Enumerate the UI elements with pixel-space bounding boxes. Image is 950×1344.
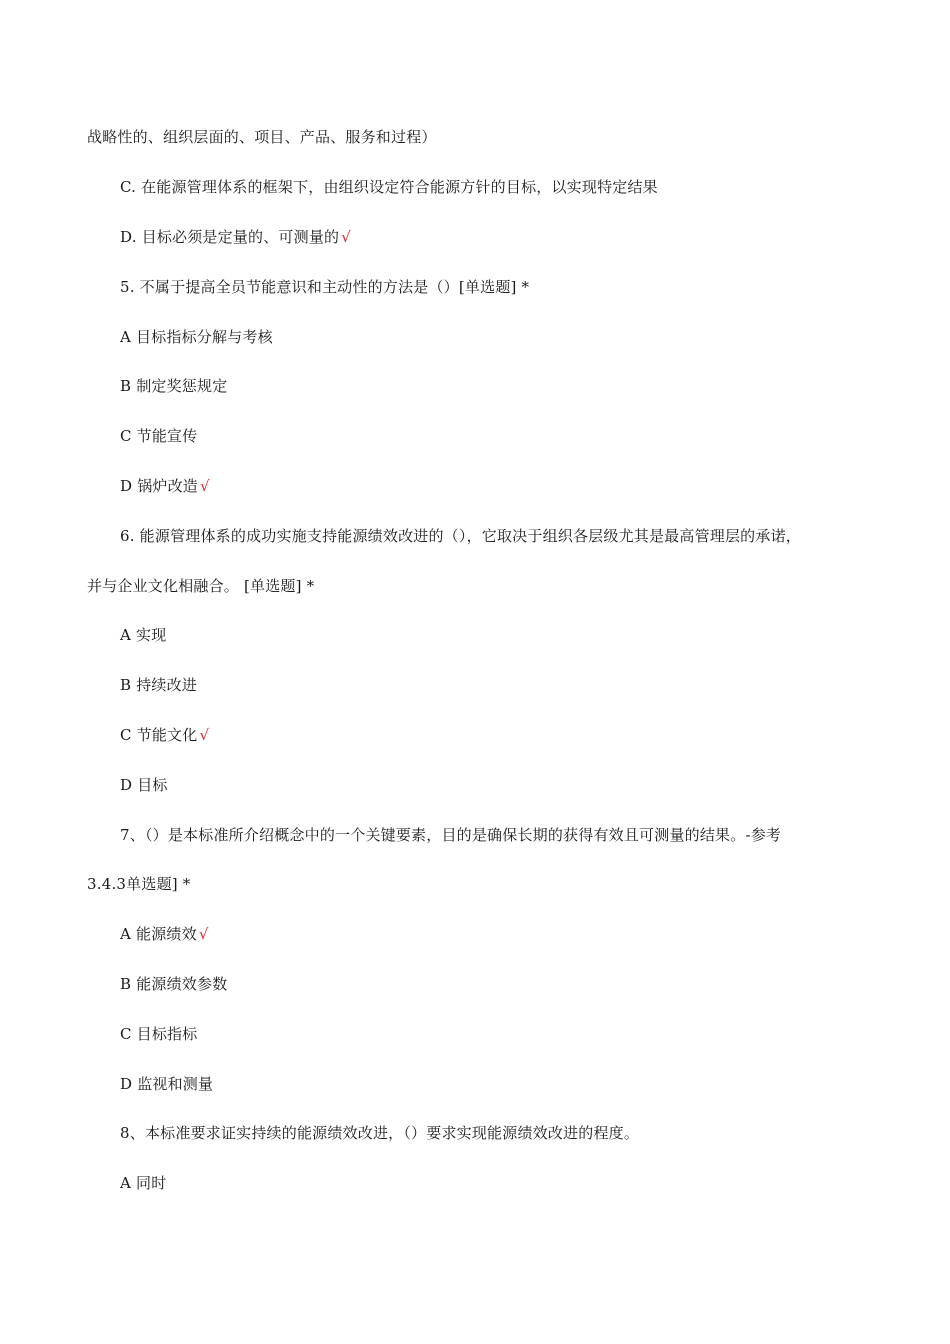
q5-option-d-correct: D 锅炉改造 √	[120, 477, 210, 495]
question-6-continuation: 并与企业文化相融合。 [单选题] *	[87, 577, 315, 595]
q5-option-b: B 制定奖惩规定	[120, 377, 228, 395]
question-6: 6. 能源管理体系的成功实施支持能源绩效改进的（），它取决于组织各层级尤其是最高管理层的承诺，	[120, 527, 801, 545]
check-mark-icon: √	[199, 726, 210, 744]
text-line-continuation: 战略性的、组织层面的、项目、产品、服务和过程）	[87, 128, 437, 146]
question-8: 8、本标准要求证实持续的能源绩效改进，（）要求实现能源绩效改进的程度。	[120, 1124, 640, 1142]
q7-option-b: B 能源绩效参数	[120, 975, 228, 993]
question-5: 5. 不属于提高全员节能意识和主动性的方法是（）[单选题] *	[120, 278, 530, 296]
check-mark-icon: √	[200, 477, 210, 495]
q6-option-c-correct: C 节能文化 √	[120, 726, 210, 744]
q6-option-b: B 持续改进	[120, 676, 197, 694]
option-c: C. 在能源管理体系的框架下，由组织设定符合能源方针的目标，以实现特定结果	[120, 178, 658, 196]
check-mark-icon: √	[341, 228, 351, 246]
option-d-correct: D. 目标必须是定量的、可测量的 √	[120, 228, 351, 246]
q7-option-a-correct: A 能源绩效 √	[120, 925, 209, 943]
q8-option-a: A 同时	[120, 1174, 167, 1192]
q5-option-a: A 目标指标分解与考核	[120, 328, 273, 346]
check-mark-icon: √	[198, 925, 209, 943]
q6-option-d: D 目标	[120, 776, 168, 794]
q7-option-c: C 目标指标	[120, 1025, 198, 1043]
q7-option-d: D 监视和测量	[120, 1075, 214, 1093]
question-7-continuation: 3.4.3单选题] *	[87, 875, 191, 893]
q5-option-c: C 节能宣传	[120, 427, 198, 445]
question-7: 7、（）是本标准所介绍概念中的一个关键要素，目的是确保长期的获得有效且可测量的结果。-参考	[120, 826, 782, 844]
q6-option-a: A 实现	[120, 626, 167, 644]
